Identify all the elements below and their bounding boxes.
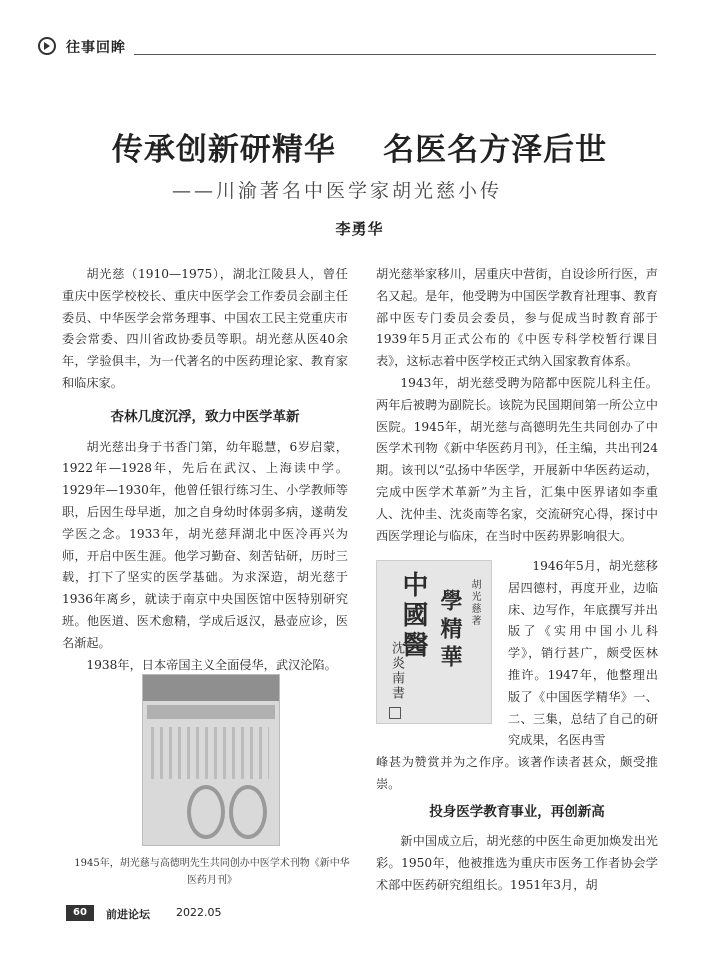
wrapped-paragraph	[508, 556, 658, 752]
section-name: 往事回眸	[66, 40, 126, 56]
article-title: 传承创新研精华 名医名方泽后世	[111, 132, 608, 168]
photo-text-columns	[151, 727, 269, 779]
book-author: 胡光慈著	[469, 579, 480, 627]
left-column	[62, 264, 348, 676]
paragraph: 1938年，日本帝国主义全面侵华，武汉沦陷。	[86, 657, 337, 672]
page-header	[38, 36, 656, 58]
photo-masthead-band	[143, 675, 279, 701]
paragraph: 胡光慈举家移川，居重庆中营街，自设诊所行医，声名又起。是年，他受聘为中国医学教育社理事、教育部中医专门委员会委员，参与促成当时教育部于1939年5月正式公布的《中医专科学校暂行课目表》，这标志着中医学校正式纳入国家教育体系。	[376, 267, 658, 369]
book-calligrapher: 沈炎南書	[389, 641, 404, 701]
arrow-circle-icon	[38, 37, 56, 55]
right-column	[376, 264, 658, 547]
journal-issue: 2022.05	[176, 906, 222, 919]
article-author: 李勇华	[335, 220, 384, 238]
article-subtitle: ——川渝著名中医学家胡光慈小传	[172, 180, 503, 202]
right-column-lower	[376, 752, 658, 897]
paragraph-continued: 峰甚为赞赏并为之作序。该著作读者甚众，颇受推崇。	[376, 755, 658, 791]
header-rule	[134, 54, 656, 55]
paragraph: 新中国成立后，胡光慈的中医生命更加焕发出光彩。1950年，他被推选为重庆市医务工作者协会学术部中医药研究组组长。1951年3月，胡	[376, 834, 658, 892]
book-title-part2: 學精華	[437, 589, 463, 673]
book-title-part1: 中國醫	[398, 571, 428, 661]
photo-caption: 1945年，胡光慈与高德明先生共同创办中医学术刊物《新中华医药月刊》	[74, 858, 350, 886]
seal-icon	[389, 707, 401, 719]
photo-digit-ring	[229, 785, 267, 839]
section-heading: 投身医学教育事业，再创新高	[429, 803, 605, 820]
paragraph: 1946年5月，胡光慈移居四德村，再度开业，边临床、边写作，年底撰写并出版了《实用中国小儿科学》，销行甚广，颇受医林推许。1947年，他整理出版了《中国医学精华》一、二、三集，总结了自己的研究成果，名医冉雪	[508, 559, 658, 748]
page-number: 60	[66, 905, 94, 921]
photo-digit-ring	[187, 785, 225, 839]
paragraph: 胡光慈出身于书香门第，幼年聪慧，6岁启蒙，1922年—1928年，先后在武汉、上海读中学。1929年—1930年，他曾任银行练习生、小学教师等职，后因生母早逝，加之自身幼时体弱多病，遂萌发学医之念。1933年，胡光慈拜湖北中医冷再兴为师，开启中医生涯。他学习勤奋、刻苦钻研，历时三载，打下了坚实的医学基础。为求深造，胡光慈于1936年离乡，就读于南京中央国医馆中医特别研究班。他医道、医术愈精，学成后返汉，悬壶应诊，医名渐起。	[62, 439, 348, 650]
photo-title-band	[147, 705, 275, 719]
magazine-cover-photo	[142, 674, 280, 846]
book-cover-photo	[376, 560, 492, 724]
journal-name: 前进论坛	[106, 908, 150, 921]
paragraph: 胡光慈（1910—1975），湖北江陵县人，曾任重庆中医学校校长、重庆中医学会工作委员会副主任委员、中华医学会常务理事、中国农工民主党重庆市委会常委、四川省政协委员等职。胡光慈从医40余年，学验俱丰，为一代著名的中医药理论家、教育家和临床家。	[62, 267, 348, 390]
paragraph: 1943年，胡光慈受聘为陪都中医院儿科主任。两年后被聘为副院长。该院为民国期间第一所公立中医院。1945年，胡光慈与高德明先生共同创办了中医学术刊物《新中华医药月刊》，任主编，共出刊24期。该刊以“弘扬中华医学，开展新中华医药运动，完成中医学术革新”为主旨，汇集中医界诸如李重人、沈仲圭、沈炎南等名家，交流研究心得，探讨中西医学理论与临床，在当时中医药界影响很大。	[376, 375, 658, 543]
section-heading: 杏林几度沉浮，致力中医学革新	[110, 408, 300, 425]
